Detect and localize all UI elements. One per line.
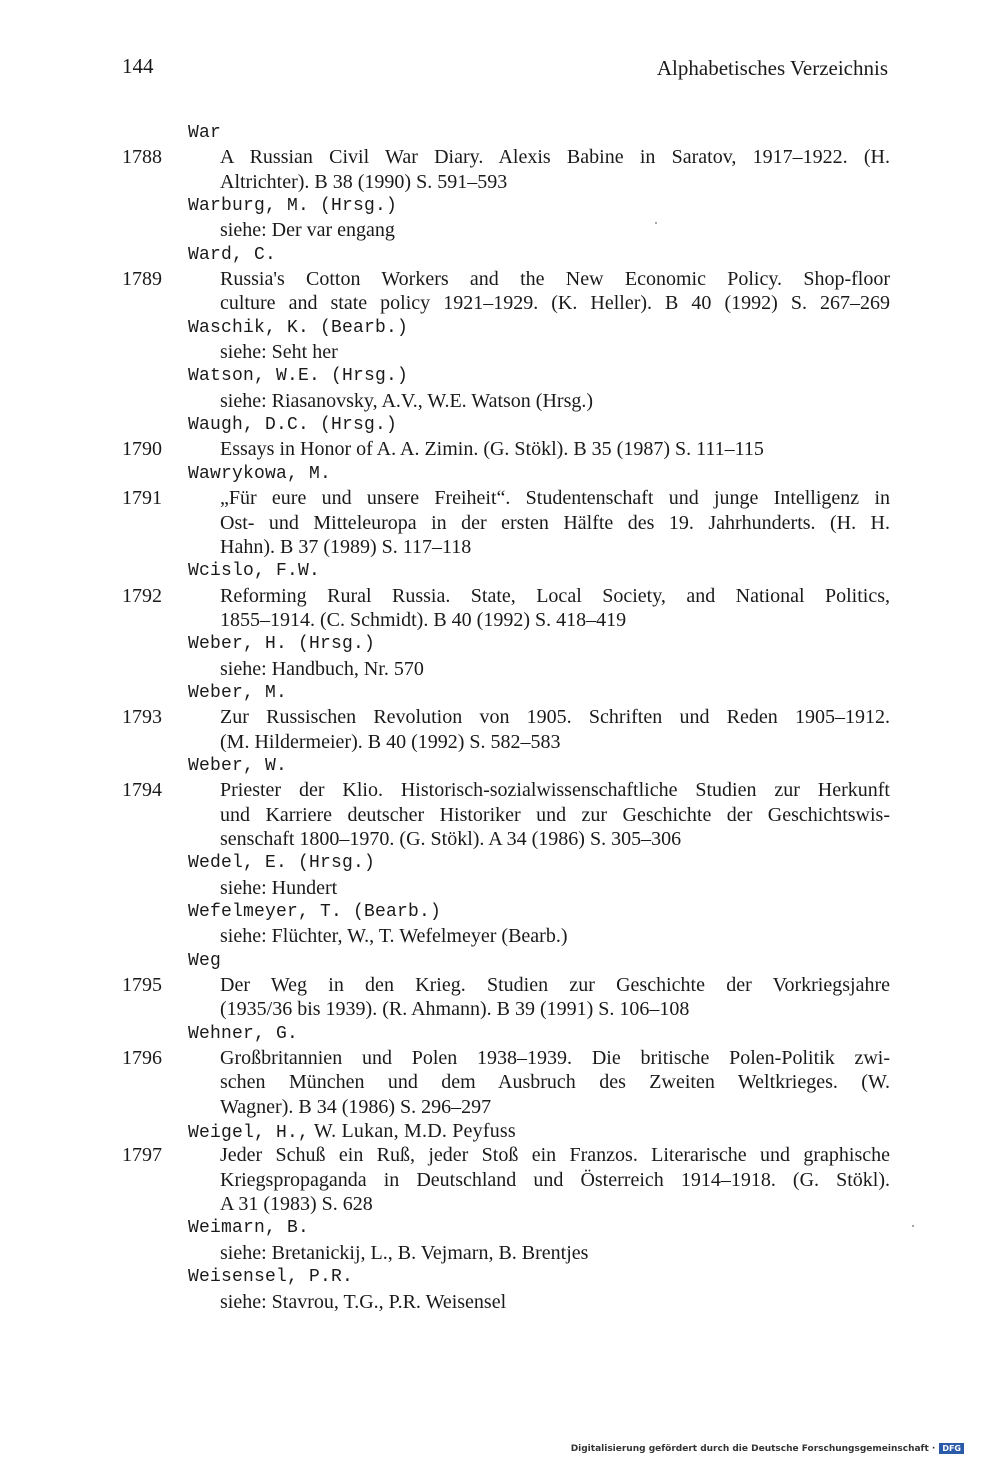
heading-name: [188, 413, 397, 437]
heading-text: Wefelmeyer, T. (Bearb.): [188, 902, 442, 922]
see-reference-text: siehe: Riasanovsky, A.V., W.E. Watson (Hrsg.): [220, 389, 594, 412]
heading-coauthors: W. Lukan, M.D. Peyfuss: [309, 1120, 516, 1143]
heading-name: [188, 1216, 309, 1240]
heading-name: [188, 243, 276, 267]
index-heading: [0, 316, 1000, 340]
entry-text: Essays in Honor of A. A. Zimin. (G. Stökl). B 35 (1987) S. 111–115: [220, 438, 764, 461]
entry-text: Zur Russischen Revolution von 1905. Schriften und Reden 1905–1912.: [220, 706, 890, 729]
see-reference-text: siehe: Der var engang: [220, 219, 395, 242]
index-entry-continuation: [0, 730, 1000, 754]
index-entry: [0, 973, 1000, 997]
heading-name: [188, 851, 375, 875]
index-entry-continuation: [0, 535, 1000, 559]
heading-name: [188, 949, 221, 973]
cross-reference: [0, 1241, 1000, 1265]
heading-name: [188, 1119, 516, 1145]
heading-name: [188, 194, 397, 218]
index-heading: [0, 1265, 1000, 1289]
entry-text: Priester der Klio. Historisch-sozialwissenschaftliche Studien zur Herkunft: [220, 779, 890, 802]
index-entry: [0, 486, 1000, 510]
index-heading: [0, 559, 1000, 583]
heading-text: Weisensel, P.R.: [188, 1267, 354, 1288]
entry-text: Ost- und Mitteleuropa in der ersten Hälfte des 19. Jahrhunderts. (H. H.: [220, 511, 890, 534]
heading-text: Weber, M.: [188, 682, 288, 703]
index-heading: [0, 194, 1000, 218]
index-heading: [0, 632, 1000, 656]
cross-reference: [0, 657, 1000, 681]
entry-number: 1797: [122, 1144, 162, 1167]
entry-text: (M. Hildermeier). B 40 (1992) S. 582–583: [220, 730, 561, 753]
heading-name: [188, 900, 441, 924]
index-entry-continuation: [0, 827, 1000, 851]
see-reference-text: siehe: Flüchter, W., T. Wefelmeyer (Bearb.): [220, 925, 568, 948]
entry-text: (1935/36 bis 1939). (R. Ahmann). B 39 (1991) S. 106–108: [220, 998, 690, 1021]
heading-text: Weber, H. (Hrsg.): [188, 634, 376, 655]
index-entry-continuation: [0, 291, 1000, 315]
index-heading: [0, 1119, 1000, 1143]
index-entry-continuation: [0, 1192, 1000, 1216]
cross-reference: [0, 340, 1000, 364]
index-entry: [0, 437, 1000, 461]
index-entry: [0, 778, 1000, 802]
entry-text: „Für eure und unsere Freiheit“. Studentenschaft und junge Intelligenz in: [220, 487, 890, 510]
index-heading: [0, 462, 1000, 486]
entry-text: Russia's Cotton Workers and the New Economic Policy. Shop-floor: [220, 268, 890, 291]
see-reference-text: siehe: Hundert: [220, 876, 338, 899]
heading-name: [188, 681, 287, 705]
heading-text: Ward, C.: [188, 244, 277, 265]
see-reference-text: siehe: Seht her: [220, 341, 338, 364]
index-heading: [0, 1216, 1000, 1240]
heading-text: Weber, W.: [188, 755, 288, 776]
heading-name: [188, 121, 221, 145]
heading-text: Waschik, K. (Bearb.): [188, 317, 409, 338]
index-heading: [0, 243, 1000, 267]
entry-number: 1790: [122, 438, 162, 461]
index-heading: [0, 754, 1000, 778]
see-reference-text: siehe: Stavrou, T.G., P.R. Weisensel: [220, 1290, 507, 1313]
entry-text: Der Weg in den Krieg. Studien zur Geschichte der Vorkriegsjahre: [220, 974, 890, 997]
heading-name: [188, 364, 408, 388]
entry-text: schen München und dem Ausbruch des Zweiten Weltkrieges. (W.: [220, 1071, 890, 1094]
heading-text: Wehner, G.: [188, 1023, 299, 1044]
entry-number: 1796: [122, 1047, 162, 1070]
footer-text: Digitalisierung gefördert durch die Deutsche Forschungsgemeinschaft ·: [570, 1443, 936, 1454]
index-heading: [0, 1022, 1000, 1046]
index-heading: [0, 121, 1000, 145]
entry-number: 1788: [122, 146, 162, 169]
cross-reference: [0, 924, 1000, 948]
entry-text: A Russian Civil War Diary. Alexis Babine in Saratov, 1917–1922. (H.: [220, 146, 890, 169]
entry-text: und Karriere deutscher Historiker und zur Geschichte der Geschichtswis-: [220, 803, 890, 826]
entry-text: 1855–1914. (C. Schmidt). B 40 (1992) S. 418–419: [220, 608, 627, 631]
index-entries: [0, 121, 1000, 1314]
index-heading: [0, 364, 1000, 388]
heading-name: [188, 754, 287, 778]
heading-text: Weg: [188, 950, 222, 971]
entry-text: Altrichter). B 38 (1990) S. 591–593: [220, 170, 508, 193]
page-number: 144: [122, 54, 154, 78]
heading-name: [188, 632, 375, 656]
heading-text: Weimarn, B.: [188, 1218, 310, 1239]
entry-number: 1793: [122, 706, 162, 729]
scan-speck: [655, 222, 657, 224]
heading-text: Weigel, H.,: [188, 1123, 310, 1144]
entry-number: 1789: [122, 268, 162, 291]
heading-name: [188, 1022, 298, 1046]
index-heading: [0, 681, 1000, 705]
index-entry: [0, 267, 1000, 291]
scan-speck: [912, 1225, 914, 1227]
heading-text: Wedel, E. (Hrsg.): [188, 853, 376, 874]
heading-text: War: [188, 123, 222, 143]
index-entry-continuation: [0, 511, 1000, 535]
cross-reference: [0, 389, 1000, 413]
index-entry-continuation: [0, 997, 1000, 1021]
heading-name: [188, 462, 331, 486]
heading-text: Wawrykowa, M.: [188, 463, 332, 484]
entry-text: Wagner). B 34 (1986) S. 296–297: [220, 1095, 492, 1118]
index-entry: [0, 584, 1000, 608]
index-entry: [0, 1046, 1000, 1070]
footer-credit: [571, 1443, 964, 1454]
entry-number: 1795: [122, 974, 162, 997]
cross-reference: [0, 218, 1000, 242]
heading-name: [188, 1265, 353, 1289]
dfg-logo: DFG: [939, 1443, 964, 1454]
running-head: Alphabetisches Verzeichnis: [656, 56, 888, 80]
index-entry: [0, 705, 1000, 729]
entry-text: culture and state policy 1921–1929. (K. Heller). B 40 (1992) S. 267–269: [220, 292, 890, 315]
entry-text: Hahn). B 37 (1989) S. 117–118: [220, 535, 472, 558]
entry-text: Großbritannien und Polen 1938–1939. Die britische Polen-Politik zwi-: [220, 1047, 890, 1070]
heading-text: Watson, W.E. (Hrsg.): [188, 366, 409, 387]
entry-number: 1794: [122, 779, 162, 802]
index-heading: [0, 851, 1000, 875]
entry-number: 1791: [122, 487, 162, 510]
entry-number: 1792: [122, 584, 162, 607]
index-entry-continuation: [0, 1168, 1000, 1192]
see-reference-text: siehe: Handbuch, Nr. 570: [220, 657, 424, 680]
index-entry-continuation: [0, 1095, 1000, 1119]
index-entry-continuation: [0, 1070, 1000, 1094]
index-heading: [0, 949, 1000, 973]
entry-text: Reforming Rural Russia. State, Local Society, and National Politics,: [220, 584, 890, 607]
cross-reference: [0, 876, 1000, 900]
entry-text: A 31 (1983) S. 628: [220, 1193, 373, 1216]
heading-name: [188, 559, 320, 583]
entry-text: Kriegspropaganda in Deutschland und Österreich 1914–1918. (G. Stökl).: [220, 1168, 890, 1191]
index-entry: [0, 145, 1000, 169]
heading-text: Waugh, D.C. (Hrsg.): [188, 415, 398, 436]
heading-text: Wcislo, F.W.: [188, 561, 321, 582]
cross-reference: [0, 1290, 1000, 1314]
index-entry-continuation: [0, 803, 1000, 827]
index-entry-continuation: [0, 608, 1000, 632]
entry-text: Jeder Schuß ein Ruß, jeder Stoß ein Franzos. Literarische und graphische: [220, 1144, 890, 1167]
index-heading: [0, 413, 1000, 437]
index-entry-continuation: [0, 170, 1000, 194]
index-entry: [0, 1143, 1000, 1167]
heading-name: [188, 316, 408, 340]
entry-text: senschaft 1800–1970. (G. Stökl). A 34 (1986) S. 305–306: [220, 827, 682, 850]
index-heading: [0, 900, 1000, 924]
heading-text: Warburg, M. (Hrsg.): [188, 196, 398, 217]
see-reference-text: siehe: Bretanickij, L., B. Vejmarn, B. Brentjes: [220, 1241, 589, 1264]
